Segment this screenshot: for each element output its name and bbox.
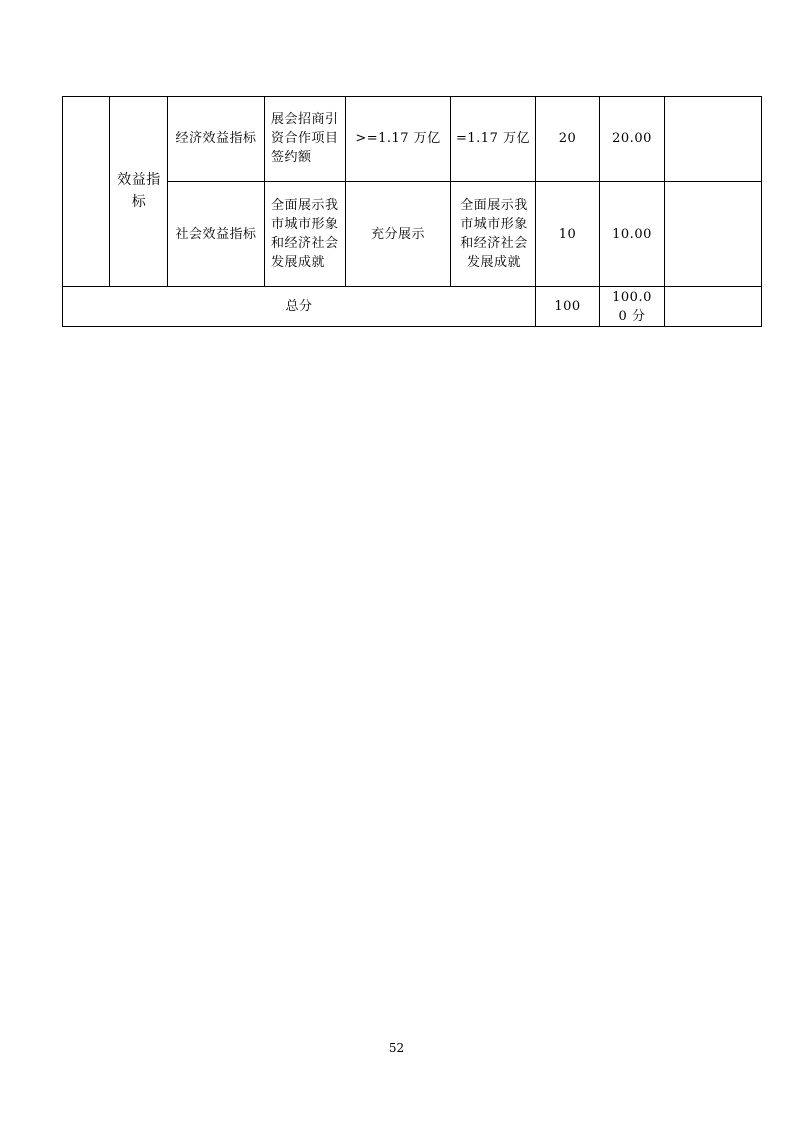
- table-border-bottom: [62, 326, 762, 327]
- indicator-cell: 展会招商引资合作项目签约额: [271, 112, 339, 165]
- score-cell: 20.00: [612, 131, 652, 146]
- target-value-cell: >=1.17 万亿: [355, 131, 441, 146]
- weight-cell: 10: [558, 226, 577, 242]
- performance-table: [62, 96, 762, 327]
- actual-value-cell: =1.17 万亿: [456, 131, 530, 146]
- page-number: 52: [388, 1041, 405, 1055]
- sub-category-cell: 社会效益指标: [175, 226, 257, 242]
- total-note-cell: [665, 287, 761, 326]
- score-cell: 10.00: [612, 226, 652, 242]
- note-cell: [665, 182, 761, 286]
- total-score-cell: 100.00 分: [612, 289, 652, 324]
- col-divider: [109, 96, 110, 287]
- total-weight-cell: 100: [554, 299, 581, 314]
- sub-category-cell: 经济效益指标: [175, 131, 257, 146]
- category-cell: 效益指标: [117, 172, 161, 210]
- target-value-cell: 充分展示: [370, 226, 425, 242]
- table-border-right: [761, 96, 762, 327]
- weight-cell: 20: [558, 131, 577, 146]
- total-label-cell: 总分: [285, 299, 313, 314]
- indicator-cell: 全面展示我市城市形象和经济社会发展成就: [271, 198, 339, 270]
- note-cell: [665, 96, 761, 181]
- actual-value-cell: 全面展示我市城市形象和经济社会发展成就: [460, 198, 528, 270]
